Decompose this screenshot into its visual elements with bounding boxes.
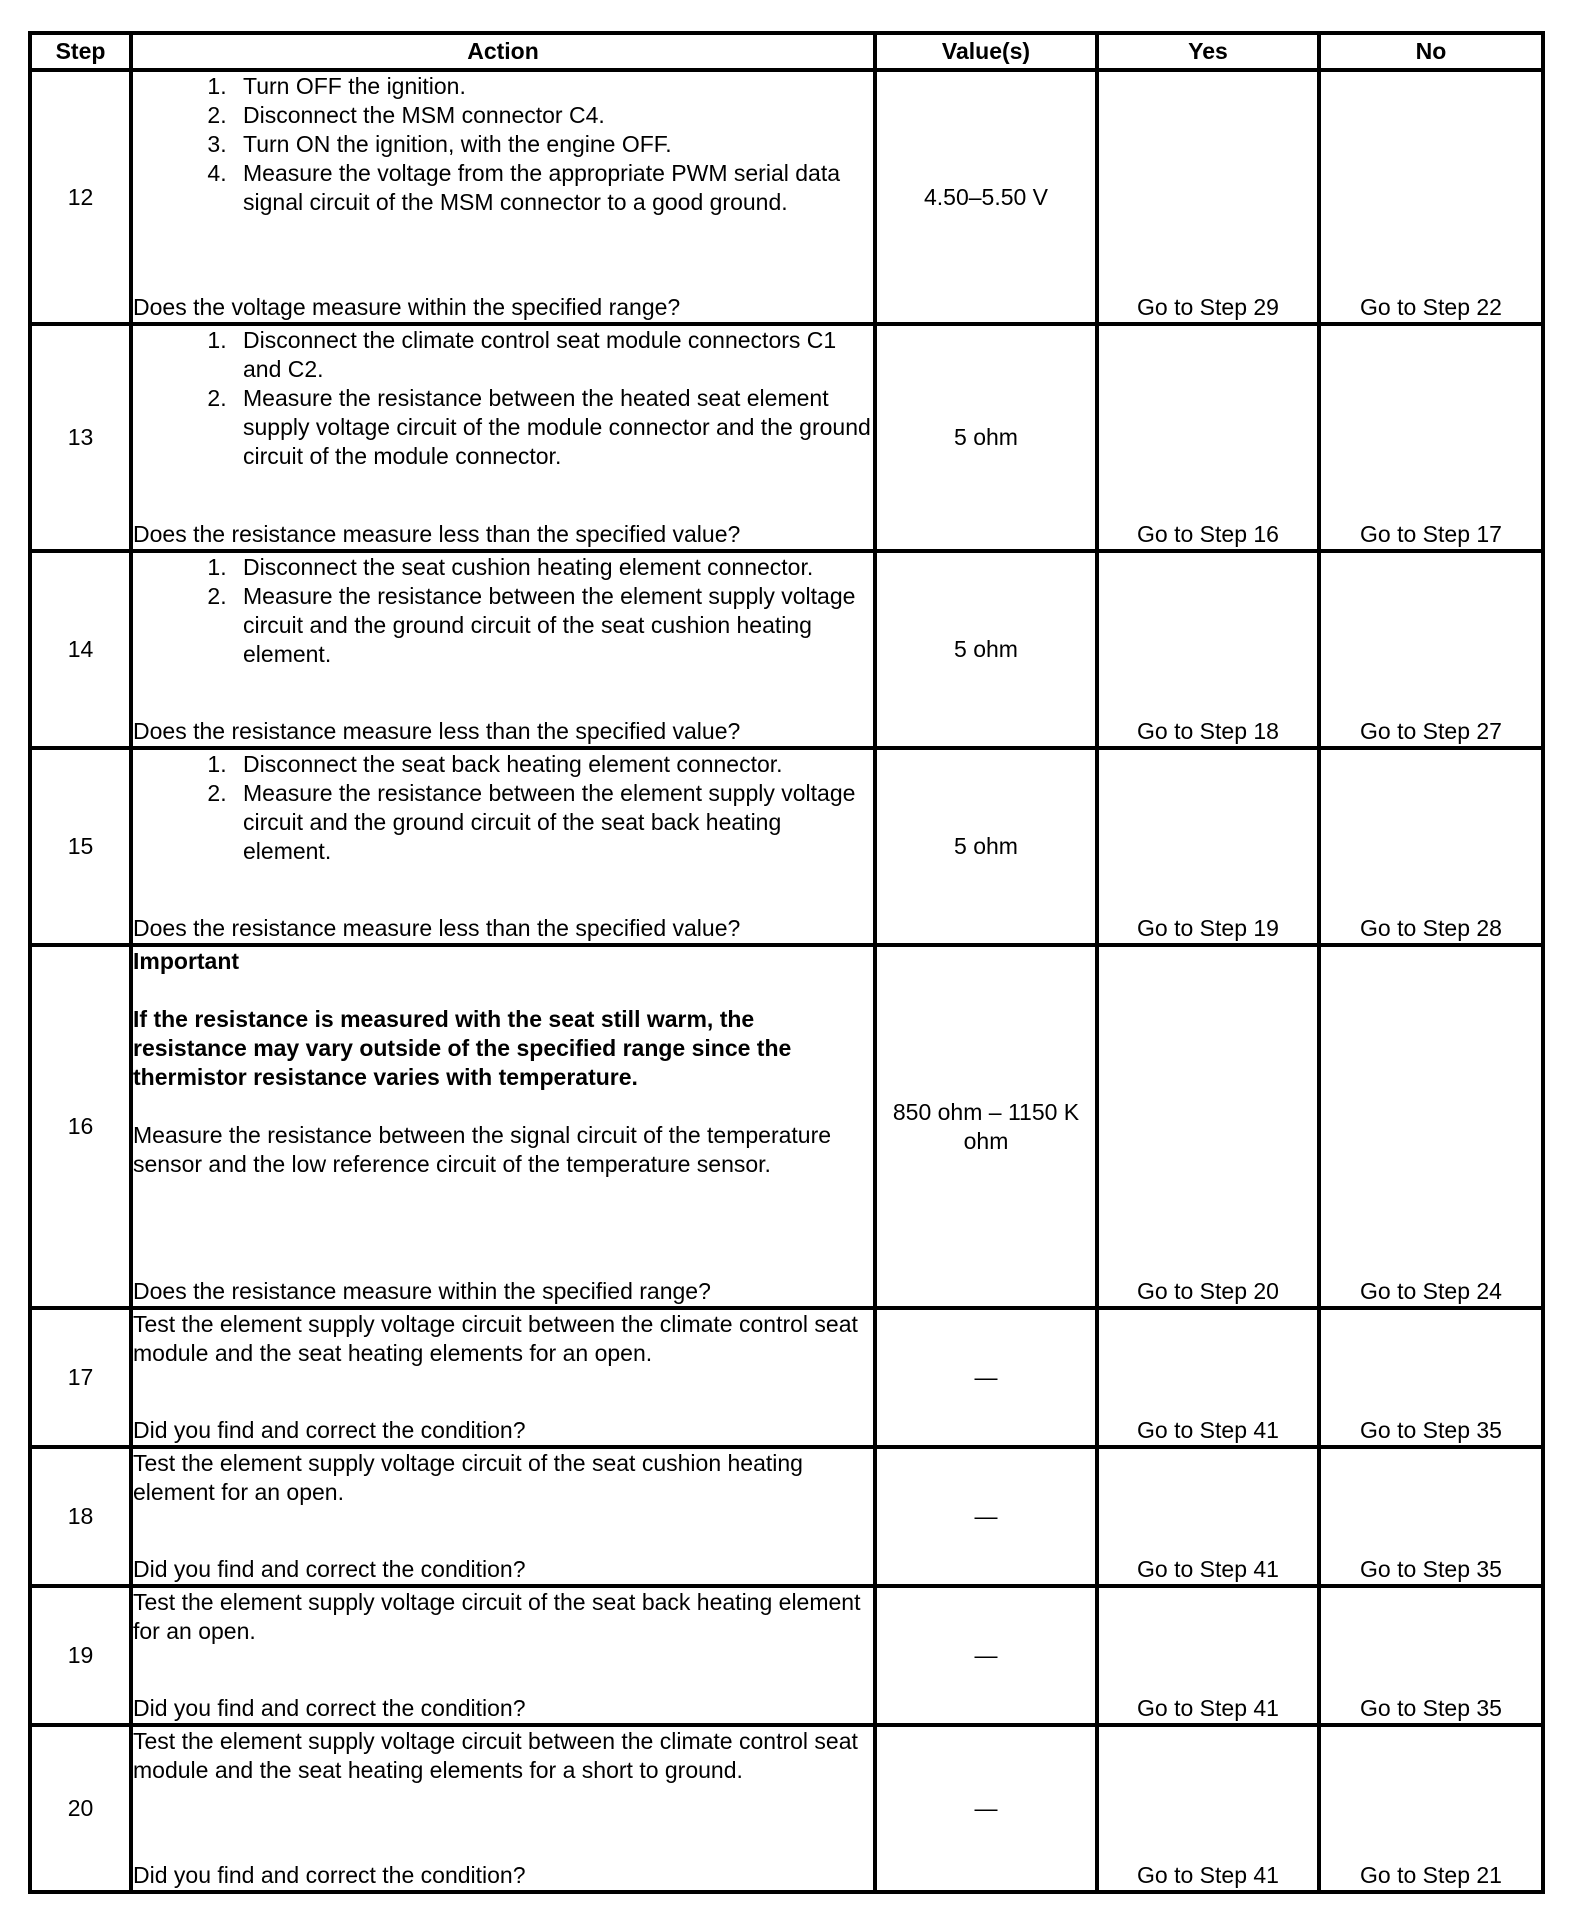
value-cell: — [875, 1447, 1097, 1586]
action-question: Does the voltage measure within the specified range? [133, 294, 681, 320]
value-cell: 5 ohm [875, 748, 1097, 945]
action-text: Test the element supply voltage circuit between the climate control seat module and the seat heating elements for a short to ground. [133, 1728, 858, 1783]
action-steps [133, 72, 873, 217]
action-step: 2. Disconnect the MSM connector C4. [233, 101, 873, 130]
action-cell [131, 1725, 875, 1892]
step-number: 14 [30, 551, 131, 748]
step-number: 18 [30, 1447, 131, 1586]
important-heading: Important [133, 948, 240, 974]
action-cell [131, 324, 875, 551]
action-text: Measure the resistance between the signal circuit of the temperature sensor and the low reference circuit of the temperature sensor. [133, 1122, 832, 1177]
action-steps [133, 553, 873, 669]
no-cell: Go to Step 35 [1319, 1308, 1543, 1447]
no-cell: Go to Step 35 [1319, 1586, 1543, 1725]
action-step: 1. Disconnect the seat cushion heating element connector. [233, 553, 873, 582]
table-row [30, 70, 1543, 324]
yes-cell: Go to Step 19 [1097, 748, 1319, 945]
header-values: Value(s) [875, 33, 1097, 70]
table-row [30, 551, 1543, 748]
action-question: Did you find and correct the condition? [133, 1695, 526, 1721]
value-cell: 5 ohm [875, 324, 1097, 551]
action-text: Test the element supply voltage circuit of the seat cushion heating element for an open. [133, 1450, 803, 1505]
step-number: 13 [30, 324, 131, 551]
yes-cell: Go to Step 41 [1097, 1308, 1319, 1447]
step-number: 15 [30, 748, 131, 945]
action-question: Does the resistance measure less than the specified value? [133, 718, 741, 744]
action-cell [131, 1447, 875, 1586]
action-step: 1. Disconnect the climate control seat module connectors C1 and C2. [233, 326, 873, 384]
value-cell: — [875, 1308, 1097, 1447]
action-question: Did you find and correct the condition? [133, 1862, 526, 1888]
header-yes: Yes [1097, 33, 1319, 70]
important-note: If the resistance is measured with the seat still warm, the resistance may vary outside of the specified range since the thermistor resistance varies with temperature. [133, 1006, 792, 1090]
no-cell: Go to Step 27 [1319, 551, 1543, 748]
table-row [30, 1586, 1543, 1725]
action-text: Test the element supply voltage circuit of the seat back heating element for an open. [133, 1589, 861, 1644]
action-step: 3. Turn ON the ignition, with the engine OFF. [233, 130, 873, 159]
step-number: 12 [30, 70, 131, 324]
header-row [30, 33, 1543, 70]
action-step: 1. Turn OFF the ignition. [233, 72, 873, 101]
action-step: 4. Measure the voltage from the appropriate PWM serial data signal circuit of the MSM connector to a good ground. [233, 159, 873, 217]
table-row [30, 1725, 1543, 1892]
action-step: 1. Disconnect the seat back heating element connector. [233, 750, 873, 779]
action-steps [133, 326, 873, 471]
value-cell: 5 ohm [875, 551, 1097, 748]
yes-cell: Go to Step 20 [1097, 945, 1319, 1308]
action-cell [131, 748, 875, 945]
action-question: Did you find and correct the condition? [133, 1556, 526, 1582]
step-number: 17 [30, 1308, 131, 1447]
yes-cell: Go to Step 41 [1097, 1586, 1319, 1725]
no-cell: Go to Step 21 [1319, 1725, 1543, 1892]
header-action: Action [131, 33, 875, 70]
action-question: Did you find and correct the condition? [133, 1417, 526, 1443]
yes-cell: Go to Step 41 [1097, 1447, 1319, 1586]
no-cell: Go to Step 22 [1319, 70, 1543, 324]
table-row [30, 324, 1543, 551]
no-cell: Go to Step 28 [1319, 748, 1543, 945]
value-cell: 4.50–5.50 V [875, 70, 1097, 324]
table-row [30, 748, 1543, 945]
value-cell: — [875, 1725, 1097, 1892]
header-no: No [1319, 33, 1543, 70]
yes-cell: Go to Step 18 [1097, 551, 1319, 748]
action-cell [131, 1586, 875, 1725]
step-number: 16 [30, 945, 131, 1308]
table-row [30, 1308, 1543, 1447]
action-step: 2. Measure the resistance between the element supply voltage circuit and the ground circuit of the seat cushion heating element. [233, 582, 873, 669]
table-row [30, 1447, 1543, 1586]
action-cell [131, 70, 875, 324]
yes-cell: Go to Step 29 [1097, 70, 1319, 324]
diagnostic-table [28, 31, 1545, 1894]
action-question: Does the resistance measure less than the specified value? [133, 521, 741, 547]
value-cell: 850 ohm – 1150 K ohm [875, 945, 1097, 1308]
action-step: 2. Measure the resistance between the element supply voltage circuit and the ground circuit of the seat back heating element. [233, 779, 873, 866]
no-cell: Go to Step 35 [1319, 1447, 1543, 1586]
action-question: Does the resistance measure within the specified range? [133, 1278, 711, 1304]
action-cell [131, 1308, 875, 1447]
value-cell: — [875, 1586, 1097, 1725]
action-steps [133, 750, 873, 866]
action-cell [131, 945, 875, 1308]
header-step: Step [30, 33, 131, 70]
step-number: 19 [30, 1586, 131, 1725]
table-row [30, 945, 1543, 1308]
action-question: Does the resistance measure less than the specified value? [133, 915, 741, 941]
action-step: 2. Measure the resistance between the heated seat element supply voltage circuit of the module connector and the ground circuit of the module connector. [233, 384, 873, 471]
no-cell: Go to Step 24 [1319, 945, 1543, 1308]
step-number: 20 [30, 1725, 131, 1892]
action-text: Test the element supply voltage circuit between the climate control seat module and the seat heating elements for an open. [133, 1311, 858, 1366]
yes-cell: Go to Step 16 [1097, 324, 1319, 551]
yes-cell: Go to Step 41 [1097, 1725, 1319, 1892]
no-cell: Go to Step 17 [1319, 324, 1543, 551]
action-cell [131, 551, 875, 748]
